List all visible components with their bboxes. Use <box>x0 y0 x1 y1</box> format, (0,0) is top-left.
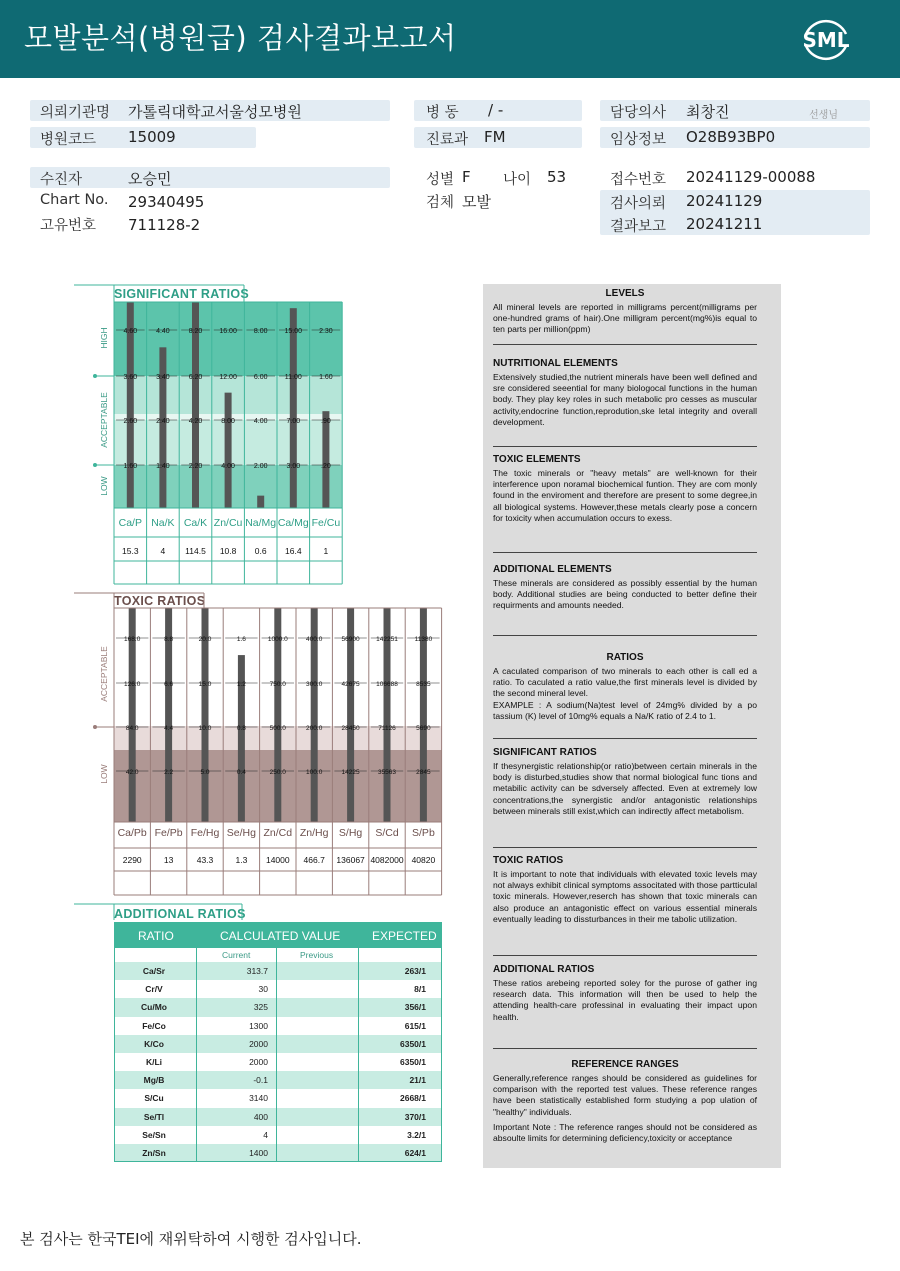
tick-label: 8535 <box>416 680 431 688</box>
sml-logo-text: SML <box>802 28 850 52</box>
report-date-label: 결과보고 <box>610 219 667 235</box>
column-divider <box>196 948 197 1162</box>
ratio-bar <box>159 347 166 508</box>
explanation-panel <box>483 284 781 1168</box>
toxic-elements-heading: TOXIC ELEMENTS <box>493 454 581 465</box>
tick-label: 500.0 <box>269 724 286 732</box>
tick-label: 42675 <box>341 680 360 688</box>
table-row <box>114 1053 442 1071</box>
current-cell: -0.1 <box>253 1075 268 1086</box>
levels-section <box>493 288 757 336</box>
reference-ranges-note: Important Note : The reference ranges should not be considered as absoulte limits for determining deficiency,toxicity or acceptance <box>493 1121 757 1143</box>
ratio-value: 10.8 <box>219 546 237 556</box>
additional-elements-section <box>493 564 757 612</box>
ratio-value: 4082000 <box>370 855 404 865</box>
ratio-name: Fe/Hg <box>190 827 220 839</box>
ratio-name: Ca/K <box>183 517 208 529</box>
tick-label: 750.0 <box>269 680 286 688</box>
unique-id-value: 711128-2 <box>128 216 201 234</box>
additional-ratios-section <box>493 964 757 1023</box>
tick-label: 126.0 <box>124 680 141 688</box>
levels-heading: LEVELS <box>605 288 645 299</box>
hospital-code-label: 병원코드 <box>40 132 97 148</box>
receipt-label: 접수번호 <box>610 172 667 188</box>
ratio-bar <box>290 308 297 508</box>
ratio-value: 114.5 <box>185 546 206 556</box>
current-cell: 1400 <box>249 1147 268 1158</box>
current-cell: 3140 <box>249 1093 268 1104</box>
ratio-name: Zn/Hg <box>299 827 329 839</box>
nutritional-section <box>493 358 757 428</box>
tick-label: 2.00 <box>253 462 268 470</box>
tick-label: 8.8 <box>164 635 174 643</box>
sub-current: Current <box>222 950 251 960</box>
tick-label: 16.00 <box>219 327 237 335</box>
tick-label: 15.0 <box>198 680 212 688</box>
col-calculated: CALCULATED VALUE <box>220 929 341 943</box>
toxic-ratios-section <box>493 855 757 925</box>
additional-title: ADDITIONAL RATIOS <box>114 907 246 921</box>
current-cell: 400 <box>253 1111 268 1122</box>
toxic-ratios-chart <box>70 588 450 900</box>
band-marker-dot <box>93 725 97 729</box>
tick-label: 11380 <box>414 635 433 643</box>
tick-label: 300.0 <box>306 680 323 688</box>
significant-ratios-text: If thesynergistic relationship(or ratio)between certain minerals in the body is disturbed,studies show that normal biological func tions and metabilic activity can be sdversely affected. Even at extremely low concentrations,the synergistic and/or antagonistic relationships between minerals still exist,which can indirectly affect metabolism. <box>493 761 757 816</box>
ratio-cell: Fe/Co <box>142 1020 166 1031</box>
nutritional-text: Extensively studied,the nutrient minerals have been well defined and sre considered seeential for many biologocal functions in the human body. They play key roles in such metabolic pro cesses as muscular activity,endocrine function,reprodution,ske letal integrity and overall development. <box>493 372 757 427</box>
tick-label: 84.0 <box>125 724 139 732</box>
ratio-value: 14000 <box>265 855 290 865</box>
reference-ranges-section <box>493 1059 757 1144</box>
tick-label: 2.40 <box>156 417 170 425</box>
tick-label: 4.60 <box>123 327 138 335</box>
table-row <box>114 1071 442 1089</box>
ratio-value: 13 <box>163 855 174 865</box>
toxic-elements-section <box>493 454 757 524</box>
expected-cell: 3.2/1 <box>407 1129 426 1140</box>
current-cell: 30 <box>258 984 268 995</box>
divider <box>493 446 757 447</box>
expected-cell: 8/1 <box>414 984 426 995</box>
request-value: 20241129 <box>686 192 763 210</box>
report-date-value: 20241211 <box>686 215 763 233</box>
levels-text: All mineral levels are reported in milligrams percent(milligrams per one-hundred grams of hair).One milligram percent(mg%)is equal to ten parts per million(ppm) <box>493 302 757 335</box>
tick-label: 56900 <box>341 635 360 643</box>
ratio-name: Se/Hg <box>226 827 256 839</box>
table-row <box>114 998 442 1016</box>
info-bar <box>30 167 390 188</box>
table-row <box>114 1144 442 1162</box>
tick-label: 6.00 <box>253 373 268 381</box>
footer-note: 본 검사는 한국TEI에 재위탁하여 시행한 검사입니다. <box>20 1230 362 1248</box>
ratio-cell: Mg/B <box>143 1075 165 1086</box>
significant-ratios-section <box>493 747 757 817</box>
band-label: ACCEPTABLE <box>99 392 109 448</box>
tick-label: 4.00 <box>253 417 268 425</box>
ratio-cell: S/Cu <box>144 1093 164 1104</box>
tick-label: 4.40 <box>156 327 170 335</box>
ratio-value: 2290 <box>122 855 142 865</box>
tick-label: 2845 <box>416 768 431 776</box>
tick-label: 20.0 <box>198 635 212 643</box>
dept-value: FM <box>484 128 506 146</box>
table-row <box>114 1089 442 1107</box>
ratio-value: 136067 <box>336 855 365 865</box>
clinical-value: O28B93BP0 <box>686 128 776 146</box>
patient-value: 오승민 <box>128 170 172 188</box>
tick-label: 8.20 <box>188 327 203 335</box>
divider <box>493 635 757 636</box>
tick-label: 2.20 <box>188 462 203 470</box>
expected-cell: 21/1 <box>409 1075 426 1086</box>
ratio-value: 15.3 <box>122 546 139 556</box>
expected-cell: 263/1 <box>404 966 426 976</box>
tick-label: 1000.0 <box>267 635 288 643</box>
divider <box>493 552 757 553</box>
column-divider <box>276 948 277 1162</box>
ratio-name: Na/Mg <box>245 517 277 529</box>
ward-label: 병 동 <box>426 105 459 121</box>
ratio-name: Zn/Cu <box>213 517 243 529</box>
additional-elements-text: These minerals are considered as possibly essential by the human body. Additional studies are being conducted to better define their requirments and amounts needed. <box>493 578 757 611</box>
ratio-name: Ca/P <box>118 517 142 529</box>
ratio-name: S/Cd <box>375 827 399 839</box>
expected-cell: 6350/1 <box>400 1038 426 1049</box>
ratio-cell: K/Li <box>145 1056 163 1067</box>
band-label: LOW <box>99 476 109 496</box>
band-label: HIGH <box>99 327 109 349</box>
additional-ratios-heading: ADDITIONAL RATIOS <box>493 964 595 975</box>
sex-value: F <box>462 168 471 186</box>
toxic-elements-text: The toxic minerals or "heavy metals" are well-known for their interference upon noramal biochemical funtion. They are com monly found in the enviroment and therefore are present to some degree,in all biological systems. However,these metals clearly pose a concern for toxicity when accumulation occurs to exess. <box>493 468 757 523</box>
tick-label: 3.40 <box>156 373 170 381</box>
additional-elements-heading: ADDITIONAL ELEMENTS <box>493 564 612 575</box>
tick-label: 1.60 <box>123 462 138 470</box>
ratio-value: 43.3 <box>196 855 214 865</box>
tick-label: 1.2 <box>236 680 246 688</box>
ratio-name: Fe/Pb <box>154 827 183 839</box>
divider <box>493 955 757 956</box>
toxic-ratios-heading: TOXIC RATIOS <box>493 855 564 866</box>
ratio-value: 466.7 <box>303 855 325 865</box>
specimen-label: 검체 <box>426 195 455 211</box>
column-divider <box>358 948 359 1162</box>
sml-logo <box>798 12 854 68</box>
ratio-value: 1.3 <box>235 855 248 865</box>
tick-label: 10.0 <box>198 724 212 732</box>
table-row <box>114 1017 442 1035</box>
tick-label: 14225 <box>341 768 360 776</box>
ratio-cell: Se/Sn <box>142 1129 166 1140</box>
table-row <box>114 980 442 998</box>
current-cell: 4 <box>263 1129 268 1140</box>
chart-no-label: Chart No. <box>40 192 109 208</box>
ratio-name: Na/K <box>151 517 175 529</box>
additional-ratios-text: These ratios arebeing reported soley for the purose of gather ing research data. This information will then be used to help the attending health-care professinal in evaluating their impact upon health. <box>493 978 757 1022</box>
tick-label: 142251 <box>376 635 398 643</box>
ward-value: / - <box>488 101 504 119</box>
ratio-value: 0.6 <box>254 546 267 556</box>
band-marker-dot <box>93 374 97 378</box>
divider <box>493 1048 757 1049</box>
reference-ranges-heading: REFERENCE RANGES <box>571 1059 679 1070</box>
report-header <box>0 0 900 78</box>
tick-label: 1.60 <box>319 373 333 381</box>
tick-label: 0.4 <box>236 768 246 776</box>
tick-label: 2.2 <box>164 768 174 776</box>
clinical-label: 임상정보 <box>610 132 667 148</box>
significant-title: SIGNIFICANT RATIOS <box>114 287 250 301</box>
band-marker-dot <box>93 463 97 467</box>
tick-label: 4.4 <box>164 724 174 732</box>
ratio-cell: Cu/Mo <box>141 1002 167 1013</box>
doctor-label: 담당의사 <box>610 105 667 121</box>
divider <box>493 847 757 848</box>
current-cell: 2000 <box>249 1056 268 1067</box>
tick-label: .20 <box>321 462 331 470</box>
tick-label: 5.0 <box>200 768 210 776</box>
ratio-name: S/Hg <box>338 827 363 839</box>
divider <box>493 344 757 345</box>
expected-cell: 356/1 <box>404 1002 426 1013</box>
expected-cell: 6350/1 <box>400 1056 426 1067</box>
additional-ratios-table <box>114 922 442 1162</box>
expected-cell: 615/1 <box>404 1020 426 1031</box>
tick-label: 4.00 <box>221 462 235 470</box>
table-row <box>114 1126 442 1144</box>
col-ratio: RATIO <box>138 929 174 943</box>
ratio-cell: Se/Tl <box>143 1111 165 1122</box>
tick-label: 35563 <box>377 768 397 776</box>
current-cell: 2000 <box>249 1038 268 1049</box>
tick-label: 8.00 <box>253 327 268 335</box>
tick-label: 8.00 <box>221 417 235 425</box>
institution-value: 가톨릭대학교서울성모병원 <box>128 103 302 121</box>
band-label: LOW <box>99 764 109 784</box>
high-band <box>114 302 342 376</box>
ratio-value: 4 <box>160 546 166 556</box>
tick-label: 1.6 <box>236 635 246 643</box>
ratio-value: 16.4 <box>285 546 302 556</box>
tick-label: 4.20 <box>188 417 203 425</box>
institution-label: 의뢰기관명 <box>40 105 111 121</box>
toxic-ratios-text: It is important to note that individuals with elevated toxic levels may not always exhibit clinical symptoms associtated with those partticulal toxic minerals. However,reserch has shown that toxic minerals can also produce an antagonistic effect on various essential minerals eventually leading to dissturbances in their me tabolic utilization. <box>493 869 757 924</box>
unique-id-label: 고유번호 <box>40 218 97 234</box>
ratio-cell: K/Co <box>144 1038 164 1049</box>
ratios-heading: RATIOS <box>606 652 644 663</box>
ratio-cell: Ca/Sr <box>142 966 166 976</box>
tick-label: 71126 <box>378 724 396 732</box>
receipt-value: 20241129-00088 <box>686 168 816 186</box>
reference-ranges-text: Generally,reference ranges should be considered as guidelines for comparison with the reported test values. These reference ranges have been statistically established form studying a pop ulation of "healthy" individuals. <box>493 1073 757 1117</box>
significant-ratios-heading: SIGNIFICANT RATIOS <box>493 747 597 758</box>
ratio-name: Fe/Cu <box>311 517 341 529</box>
ratio-name: Zn/Cd <box>263 827 293 839</box>
ratio-bar <box>257 496 264 508</box>
tick-label: 7.00 <box>286 417 301 425</box>
current-cell: 1300 <box>249 1020 268 1031</box>
tick-label: 2.60 <box>123 417 138 425</box>
ratio-bar <box>225 393 232 508</box>
tick-label: .90 <box>321 417 331 425</box>
tick-label: 168.0 <box>124 635 141 643</box>
ratio-cell: Cr/V <box>145 984 163 995</box>
specimen-value: 모발 <box>462 193 491 211</box>
divider <box>493 738 757 739</box>
ratios-section <box>493 652 757 722</box>
tick-label: 1.40 <box>156 462 170 470</box>
ratio-name: S/Pb <box>412 827 435 839</box>
tick-label: 250.0 <box>269 768 286 776</box>
report-title: 모발분석(병원급) 검사결과보고서 <box>24 21 457 55</box>
additional-table-subheader <box>114 948 442 962</box>
ratios-text: A caculated comparison of two minerals to each other is call ed a ratio. To caculated a ratio value,the first minerals level is divided by the second mineral level. <box>493 666 757 699</box>
tick-label: 0.8 <box>236 724 246 732</box>
tick-label: 12.00 <box>219 373 237 381</box>
patient-label: 수진자 <box>40 172 83 188</box>
ratio-bar <box>322 411 329 508</box>
current-cell: 325 <box>253 1002 268 1013</box>
doctor-suffix: 선생님 <box>809 110 838 121</box>
additional-table-header <box>114 922 442 948</box>
expected-cell: 370/1 <box>404 1111 426 1122</box>
tick-label: 6.20 <box>188 373 203 381</box>
toxic-title: TOXIC RATIOS <box>114 594 206 608</box>
ratio-name: Ca/Pb <box>117 827 147 839</box>
tick-label: 28450 <box>341 724 360 732</box>
nutritional-heading: NUTRITIONAL ELEMENTS <box>493 358 618 369</box>
table-row <box>114 962 442 980</box>
current-cell: 313.7 <box>246 966 268 976</box>
tick-label: 2.30 <box>319 327 333 335</box>
tick-label: 42.0 <box>125 768 139 776</box>
table-row <box>114 1035 442 1053</box>
sub-previous: Previous <box>300 950 334 960</box>
doctor-value: 최창진 <box>686 103 730 121</box>
expected-cell: 2668/1 <box>400 1093 426 1104</box>
age-label: 나이 <box>503 172 532 188</box>
significant-ratios-chart <box>70 280 450 590</box>
tick-label: 3.60 <box>123 373 138 381</box>
tick-label: 15.00 <box>284 327 303 335</box>
tick-label: 5690 <box>416 724 431 732</box>
tick-label: 11.00 <box>284 373 302 381</box>
tick-label: 400.0 <box>306 635 323 643</box>
sex-label: 성별 <box>426 172 455 188</box>
band-label: ACCEPTABLE <box>99 646 109 702</box>
tick-label: 200.0 <box>306 724 323 732</box>
ratios-example: EXAMPLE : A sodium(Na)test level of 24mg% divided by a po tassium (K) level of 10mg% equals a Na/K ratio of 2.4 to 1. <box>493 699 757 721</box>
tick-label: 6.6 <box>164 680 174 688</box>
ratio-value: 40820 <box>411 855 436 865</box>
tick-label: 3.00 <box>286 462 301 470</box>
request-label: 검사의뢰 <box>610 196 667 212</box>
additional-title-rule <box>74 903 246 921</box>
tick-label: 106688 <box>376 680 398 688</box>
dept-label: 진료과 <box>426 132 469 148</box>
table-row <box>114 1108 442 1126</box>
col-expected: EXPECTED <box>372 929 437 943</box>
ratio-value: 1 <box>323 546 329 556</box>
ratio-name: Ca/Mg <box>277 517 309 529</box>
ratio-cell: Zn/Sn <box>142 1147 166 1158</box>
chart-no-value: 29340495 <box>128 193 205 211</box>
hospital-code-value: 15009 <box>128 128 176 146</box>
expected-cell: 624/1 <box>404 1147 426 1158</box>
tick-label: 100.0 <box>306 768 323 776</box>
additional-table-body <box>114 962 442 1162</box>
age-value: 53 <box>547 168 567 186</box>
